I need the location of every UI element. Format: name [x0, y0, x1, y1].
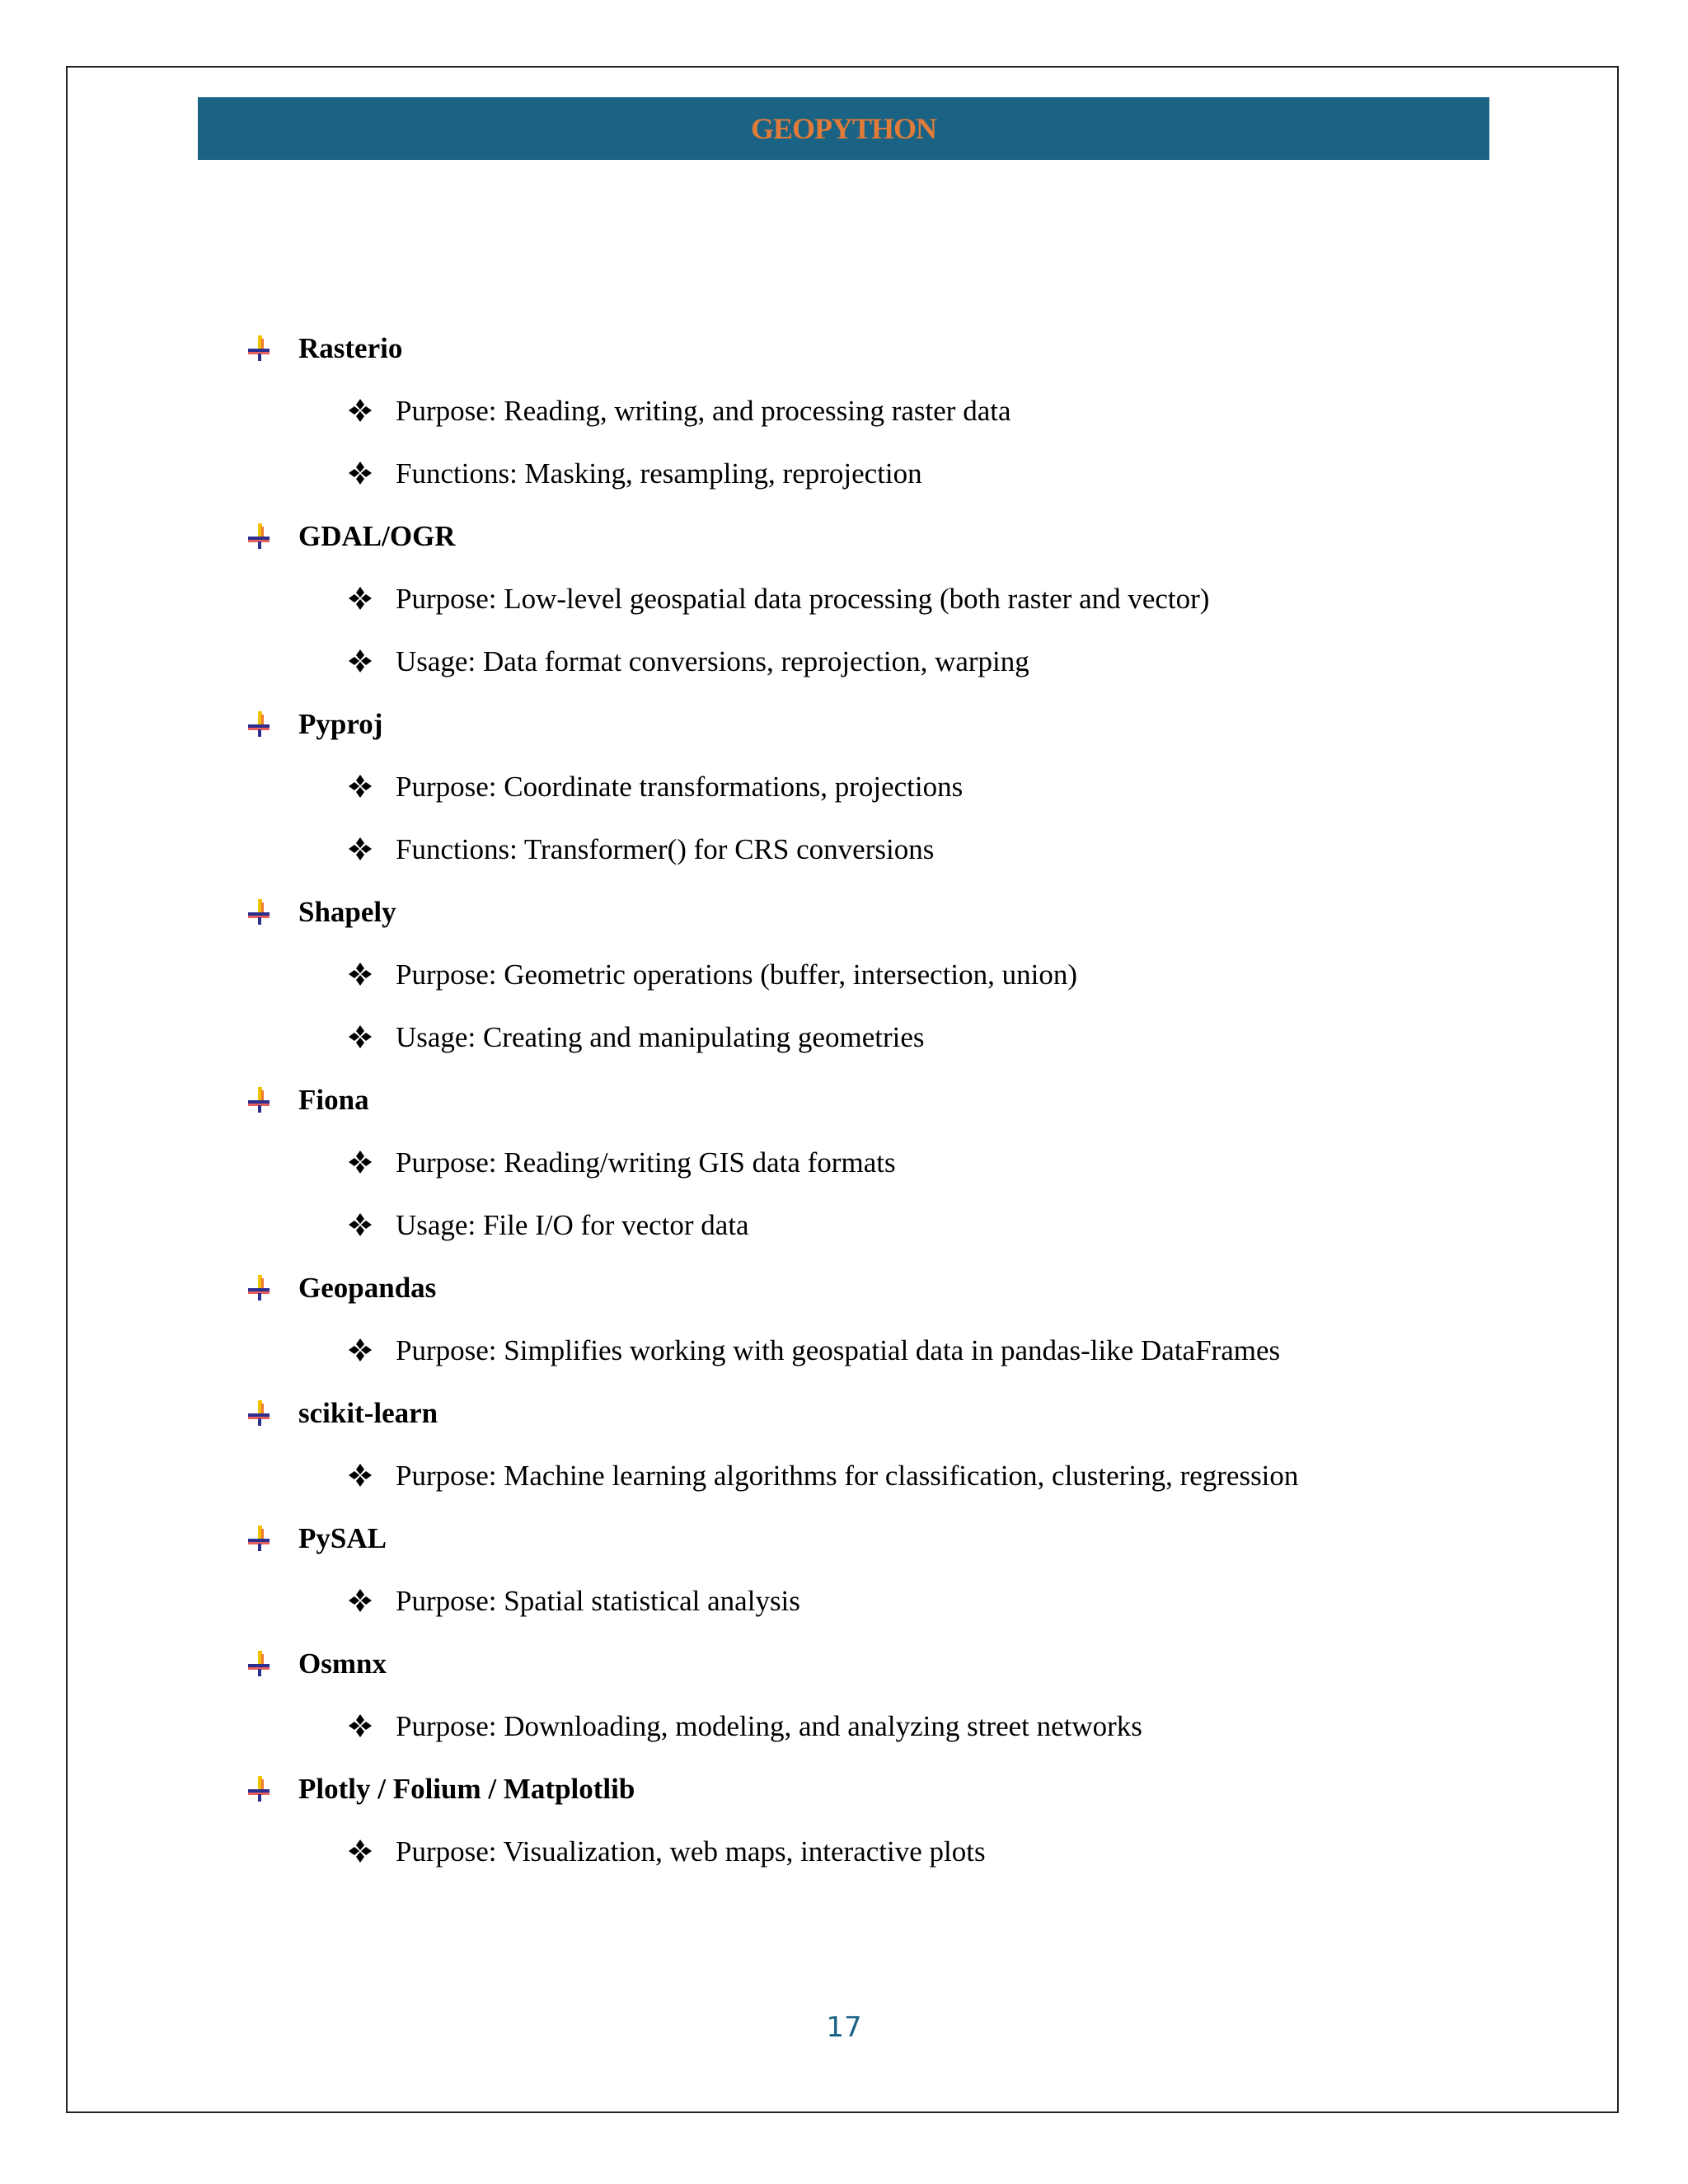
pushpin-bullet-icon	[246, 522, 274, 550]
library-detail	[246, 818, 1531, 880]
pushpin-bullet-icon	[246, 1524, 274, 1552]
library-detail	[246, 1569, 1531, 1632]
detail-text: Purpose: Spatial statistical analysis	[396, 1584, 800, 1617]
library-heading	[246, 316, 1531, 379]
library-detail	[246, 943, 1531, 1005]
library-item	[246, 880, 1531, 1068]
library-heading	[246, 1757, 1531, 1820]
detail-text: Purpose: Geometric operations (buffer, intersection, union)	[396, 958, 1078, 991]
library-item	[246, 1381, 1531, 1507]
four-diamond-bullet-icon	[348, 1212, 373, 1237]
detail-text: Purpose: Downloading, modeling, and analyzing street networks	[396, 1709, 1142, 1742]
library-item	[246, 1507, 1531, 1632]
library-name: Osmnx	[298, 1647, 387, 1680]
library-name: scikit-learn	[298, 1396, 438, 1429]
library-name: Plotly / Folium / Matplotlib	[298, 1772, 635, 1805]
page-number: 17	[826, 2011, 862, 2044]
library-detail	[246, 1444, 1531, 1507]
library-heading	[246, 1068, 1531, 1131]
library-detail	[246, 1319, 1531, 1381]
library-item	[246, 316, 1531, 504]
library-item	[246, 1256, 1531, 1381]
library-heading	[246, 1507, 1531, 1569]
detail-text: Purpose: Reading/writing GIS data formats	[396, 1146, 896, 1179]
library-name: Rasterio	[298, 331, 403, 364]
detail-text: Purpose: Machine learning algorithms for classification, clustering, regression	[396, 1459, 1299, 1492]
four-diamond-bullet-icon	[348, 461, 373, 485]
library-detail	[246, 1694, 1531, 1757]
four-diamond-bullet-icon	[348, 1839, 373, 1863]
library-heading	[246, 1381, 1531, 1444]
library-detail	[246, 1820, 1531, 1882]
detail-text: Usage: Creating and manipulating geometries	[396, 1020, 925, 1053]
library-name: Shapely	[298, 895, 396, 928]
pushpin-bullet-icon	[246, 710, 274, 738]
four-diamond-bullet-icon	[348, 1463, 373, 1488]
library-name: Fiona	[298, 1083, 369, 1116]
library-name: Pyproj	[298, 707, 383, 740]
detail-text: Purpose: Coordinate transformations, projections	[396, 770, 964, 803]
header-banner	[198, 97, 1489, 160]
library-heading	[246, 504, 1531, 567]
four-diamond-bullet-icon	[348, 1713, 373, 1738]
library-detail	[246, 755, 1531, 818]
four-diamond-bullet-icon	[348, 1588, 373, 1613]
library-item	[246, 692, 1531, 880]
library-item	[246, 1068, 1531, 1256]
library-item	[246, 1632, 1531, 1757]
four-diamond-bullet-icon	[348, 1150, 373, 1174]
four-diamond-bullet-icon	[348, 1024, 373, 1049]
library-list	[246, 316, 1531, 1882]
pushpin-bullet-icon	[246, 1273, 274, 1301]
library-item	[246, 504, 1531, 692]
four-diamond-bullet-icon	[348, 649, 373, 673]
library-item	[246, 1757, 1531, 1882]
library-heading	[246, 692, 1531, 755]
library-detail	[246, 379, 1531, 442]
library-heading	[246, 1632, 1531, 1694]
library-name: PySAL	[298, 1521, 387, 1554]
detail-text: Purpose: Visualization, web maps, interactive plots	[396, 1835, 986, 1868]
detail-text: Usage: Data format conversions, reprojection, warping	[396, 644, 1029, 677]
detail-text: Functions: Transformer() for CRS conversions	[396, 832, 935, 865]
pushpin-bullet-icon	[246, 1085, 274, 1113]
pushpin-bullet-icon	[246, 898, 274, 926]
library-heading	[246, 880, 1531, 943]
detail-text: Usage: File I/O for vector data	[396, 1208, 749, 1241]
library-detail	[246, 1193, 1531, 1256]
page-title: GEOPYTHON	[750, 112, 937, 145]
library-detail	[246, 567, 1531, 630]
four-diamond-bullet-icon	[348, 398, 373, 423]
four-diamond-bullet-icon	[348, 962, 373, 987]
detail-text: Purpose: Simplifies working with geospatial data in pandas-like DataFrames	[396, 1333, 1281, 1366]
detail-text: Purpose: Low-level geospatial data processing (both raster and vector)	[396, 582, 1210, 615]
library-detail	[246, 442, 1531, 504]
detail-text: Functions: Masking, resampling, reprojection	[396, 457, 922, 490]
pushpin-bullet-icon	[246, 1774, 274, 1802]
four-diamond-bullet-icon	[348, 837, 373, 861]
library-heading	[246, 1256, 1531, 1319]
pushpin-bullet-icon	[246, 334, 274, 362]
four-diamond-bullet-icon	[348, 1338, 373, 1362]
pushpin-bullet-icon	[246, 1399, 274, 1427]
detail-text: Purpose: Reading, writing, and processing raster data	[396, 394, 1011, 427]
library-name: GDAL/OGR	[298, 519, 456, 552]
library-name: Geopandas	[298, 1271, 437, 1304]
four-diamond-bullet-icon	[348, 586, 373, 611]
four-diamond-bullet-icon	[348, 774, 373, 799]
library-detail	[246, 1131, 1531, 1193]
library-detail	[246, 630, 1531, 692]
pushpin-bullet-icon	[246, 1649, 274, 1677]
library-detail	[246, 1005, 1531, 1068]
